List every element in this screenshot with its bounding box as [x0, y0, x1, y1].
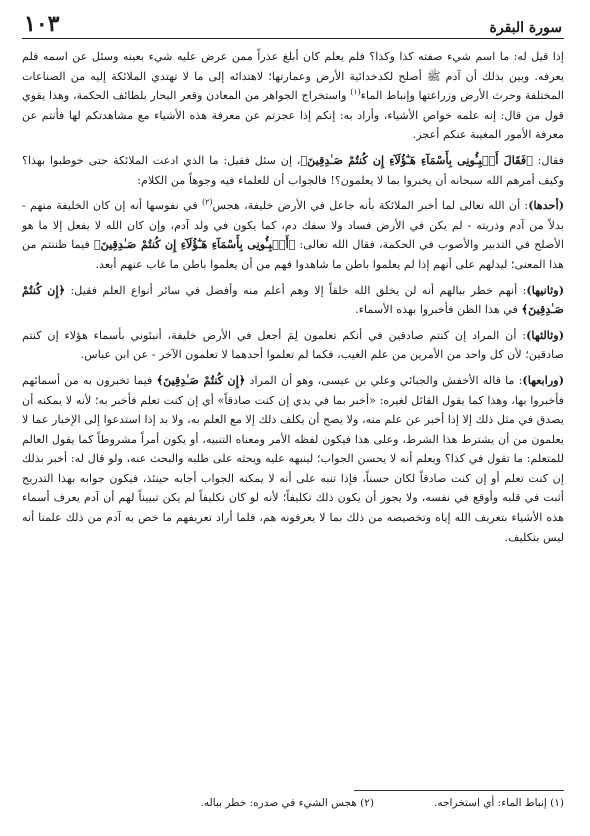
footnote-text: إنباط الماء: أي استخراجه. [434, 797, 547, 809]
footnote-divider [354, 790, 564, 791]
paragraph: (أحدها): أن الله تعالى لما أخبر الملائكة بأنه جاعل في الأرض خليفة، هجس$^{(٢)}$ في نفوسها أنه إن كان الخليفة منهم - بدلاً من آدم وذريته - لم يكن في الأرض فساد ولا سفك دم، كما يكون في ولد آدم، وإن كان الله لا يفعل إلا ما هو الأصلح في التدبير والأصوب في الحكمة، فقال الله تعالى: ﴿أَنۢبِـُٔونِى بِأَسْمَآءِ هَـٰٓؤُلَآءِ إِن كُنتُمْ صَـٰدِقِينَ﴾ فيما ظننتم من هذا المعنى؛ ليدلهم على أنهم إذا لم يعلموا باطن ما شاهدوا فهم من أن يعلموا باطن ما غاب عنهم أبعد. [22, 197, 564, 271]
point-label: (ورابعها) [522, 372, 564, 387]
point-label: (أحدها) [528, 198, 564, 213]
surah-title: سورة البقرة [489, 20, 562, 36]
footnote-text: هجس الشيء في صدره: خطر بباله. [200, 797, 357, 809]
paragraph: (وثانيها): أنهم خطر ببالهم أنه لن يخلق الله خلقاً إلا وهم أعلم منه وأفضل في سائر أنواع العلم فقيل: ﴿إِن كُنتُمْ صَـٰدِقِينَ﴾ في هذا الظن فأخبروا بهذه الأسماء. [22, 282, 564, 317]
quran-quote: ﴿فَقَالَ أَنۢبِـُٔونِى بِأَسْمَآءِ هَـٰٓؤُلَآءِ إِن كُنتُمْ صَـٰدِقِينَ﴾ [300, 152, 533, 167]
point-label: (وثالثها) [526, 327, 564, 342]
quran-quote: ﴿إِن كُنتُمْ صَـٰدِقِينَ﴾ [156, 372, 246, 387]
page-number: ١٠٣ [24, 11, 60, 37]
quran-quote: ﴿أَنۢبِـُٔونِى بِأَسْمَآءِ هَـٰٓؤُلَآءِ إِن كُنتُمْ صَـٰدِقِينَ﴾ [93, 237, 296, 252]
paragraph: (وثالثها): أن المراد إن كنتم صادقين في أنكم تعلمون لِمَ أجعل في الأرض خليفة، أنبئوني بأسماء هؤلاء إن كنتم صادقين؛ لأن كل واحد من الأمرين من علم الغيب، فكما لم تعلموا أحدهما لا تعلمون الآخر - عن ابن عباس. [22, 327, 564, 362]
footnote [434, 797, 564, 809]
quran-quote: ﴿إِن كُنتُمْ صَـٰدِقِينَ﴾ [22, 282, 564, 317]
paragraph: (ورابعها): ما قاله الأخفش والجبائي وعلي بن عيسى، وهو أن المراد ﴿إِن كُنتُمْ صَـٰدِقِينَ﴾ فيما تخبرون به من أسمائهم فأخبروا بها، وهذا كما يقول القائل لغيره: «أخبر بما في يدي إن كنت صادقاً» أي إن كنت تعلم فأخبر به؛ لأنه لا يمكنه أن يصدق في مثل ذلك إلا إذا أخبر عن علم منه، ولا يصح أن يكلف ذلك إلا مع العلم به، ولا بد إذا استدعوا إلى الإخبار عما لا يعلمون من أن يشترط هذا الشرط، وعلى هذا فيكون لفظه الأمر ومعناه التنبيه، أو يكون أمراً مشروطاً كما يقول العالم للمتعلم: ما تقول في كذا؟ ويعلم أنه لا يحسن الجواب؛ لينبهه عليه ويحثه على طلبه والبحث عنه، ولو قال له: أخبر بذلك إن كنت تعلم أو إن كنت صادقاً لكان حسناً، فإذا تنبه على أنه لا يمكنه الجواب أجابه حينئذ، فيكون جوابه بهذا التدريج أثبت في قلبه وأوقع في نفسه، ولا يجوز أن يكون ذلك تكليفاً؛ لأنه لو كان تكليفاً لم يكن تبييناً لهم أن آدم يعرف أسماء هذه الأشياء بتعريف الله إياه وتخصيصه من ذلك بما لا يعرفونه هم، فلما أراد تعريفهم ما خص به آدم من ذلك علمنا أنه ليس بتكليف. [22, 372, 564, 544]
footnote-marker[interactable]: (١) [350, 87, 361, 97]
page-body [22, 47, 564, 547]
paragraph: إذا قيل له: ما اسم شيء صفته كذا وكذا؟ فلم يعلم كان أبلغ عذراً ممن عرض عليه شيء بعينه وسئل عن اسمه فلم يعرفه. وبين بذلك أن آدم ﷺ أصلح لكدخدائية الأرض وعمارتها؛ لاهتدائه إلى ما لا تهتدي الملائكة إليه من الصناعات المختلفة وحرث الأرض وزراعتها وإنباط الماء$^{(١)}$ واستخراج الجواهر من المعادن وقعر البحار بلطائف الحكمة، وهذا يقوي قول من قال: إنه علمه خواص الأشياء، وأراد به: إنكم إذا عجزتم عن معرفة هذه الأشياء مع مشاهدتكم لها فأنتم عن معرفة الأمور المغيبة عنكم أعجز. [22, 50, 564, 142]
footnote-number: (١) [550, 797, 564, 809]
footnote-number: (٢) [360, 797, 375, 809]
page-header [22, 8, 564, 39]
point-label: (وثانيها) [526, 282, 564, 297]
footnotes [22, 790, 564, 809]
footnote [201, 797, 374, 809]
footnote-marker[interactable]: (٢) [201, 197, 213, 207]
paragraph: فقال: ﴿فَقَالَ أَنۢبِـُٔونِى بِأَسْمَآءِ هَـٰٓؤُلَآءِ إِن كُنتُمْ صَـٰدِقِينَ﴾، إن سئل فقيل: ما الذي ادعت الملائكة حتى خوطبوا بهذا؟ وكيف أمرهم الله سبحانه أن يخبروا بما لا يعلمون؟! فالجواب أن للعلماء فيه وجوهاً من الكلام: [22, 152, 564, 187]
